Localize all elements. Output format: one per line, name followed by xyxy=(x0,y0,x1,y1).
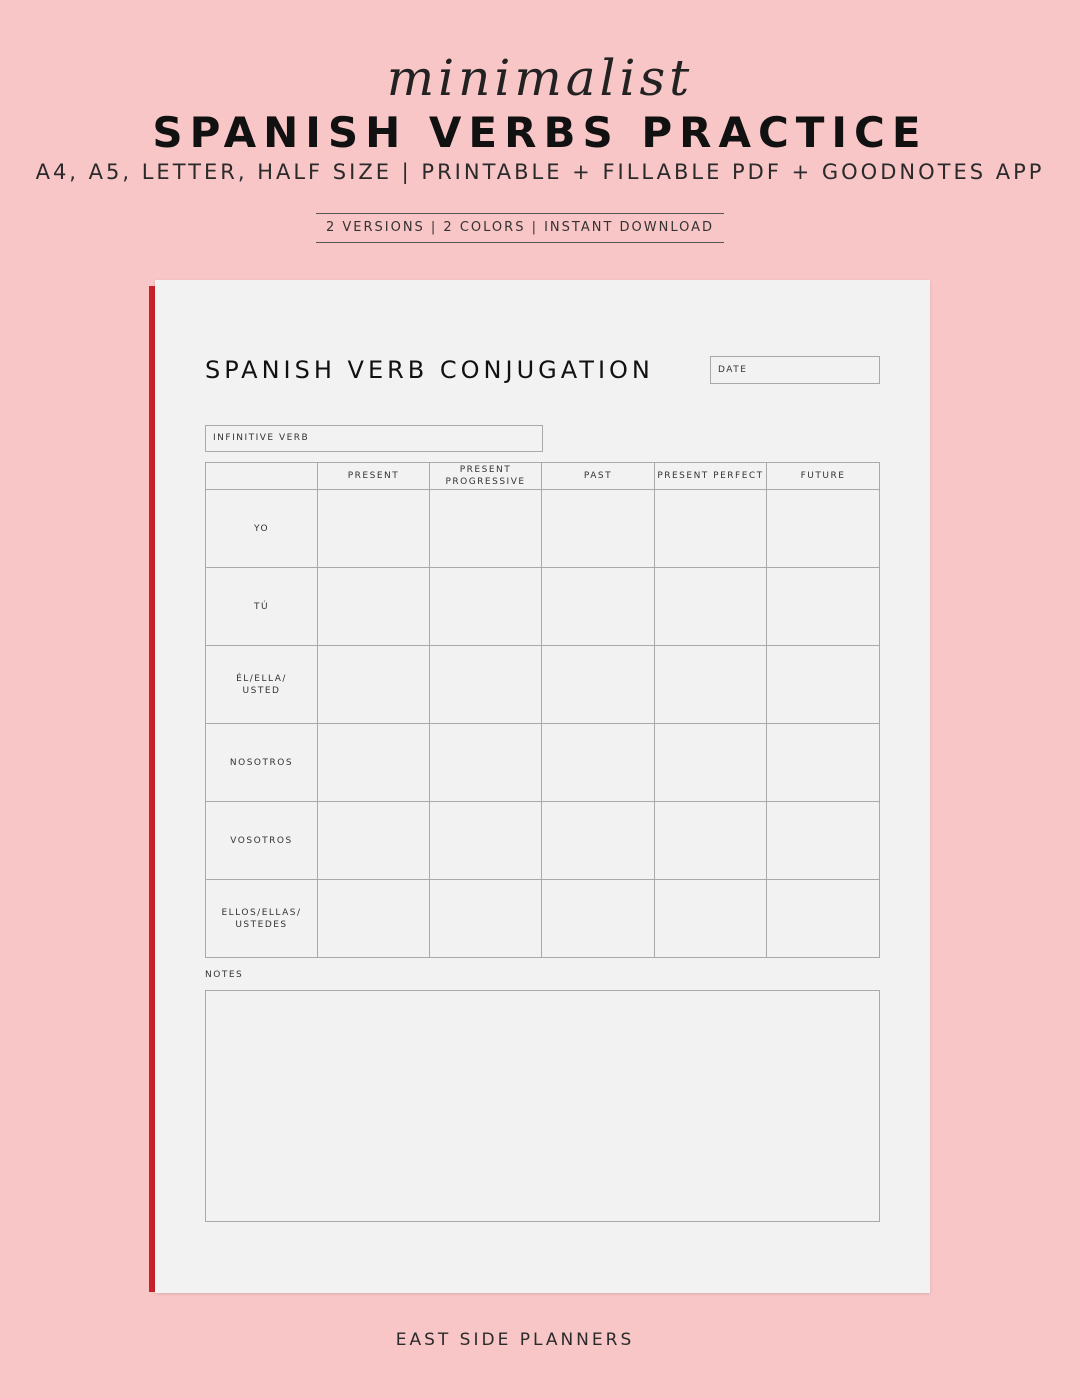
table-row xyxy=(206,490,880,568)
answer-cell[interactable] xyxy=(542,802,655,880)
answer-cell[interactable] xyxy=(767,646,880,724)
answer-cell[interactable] xyxy=(430,568,542,646)
table-row xyxy=(206,568,880,646)
column-header: PRESENT PROGRESSIVE xyxy=(430,463,542,490)
notes-field[interactable] xyxy=(205,990,880,1222)
table-row xyxy=(206,646,880,724)
answer-cell[interactable] xyxy=(542,490,655,568)
answer-cell[interactable] xyxy=(655,568,767,646)
script-title: minimalist xyxy=(386,49,694,107)
answer-cell[interactable] xyxy=(430,880,542,958)
column-header: PRESENT xyxy=(318,463,430,490)
answer-cell[interactable] xyxy=(767,568,880,646)
format-subtitle: A4, A5, LETTER, HALF SIZE | PRINTABLE + FILLABLE PDF + GOODNOTES APP xyxy=(35,160,1045,184)
answer-cell[interactable] xyxy=(655,490,767,568)
conjugation-table xyxy=(205,462,880,958)
table-header-row xyxy=(206,463,880,490)
column-header: PAST xyxy=(542,463,655,490)
table-row xyxy=(206,802,880,880)
header-corner xyxy=(206,463,318,490)
answer-cell[interactable] xyxy=(542,568,655,646)
row-label: TÚ xyxy=(206,568,318,646)
answer-cell[interactable] xyxy=(542,724,655,802)
column-header: PRESENT PERFECT xyxy=(655,463,767,490)
answer-cell[interactable] xyxy=(318,490,430,568)
answer-cell[interactable] xyxy=(655,802,767,880)
date-field[interactable] xyxy=(710,356,880,384)
infinitive-verb-field[interactable] xyxy=(205,425,543,452)
notes-label: NOTES xyxy=(205,970,244,980)
features-badge: 2 VERSIONS | 2 COLORS | INSTANT DOWNLOAD xyxy=(316,213,724,243)
answer-cell[interactable] xyxy=(767,490,880,568)
answer-cell[interactable] xyxy=(655,724,767,802)
answer-cell[interactable] xyxy=(430,724,542,802)
answer-cell[interactable] xyxy=(430,490,542,568)
infinitive-verb-label: INFINITIVE VERB xyxy=(213,433,310,443)
answer-cell[interactable] xyxy=(318,724,430,802)
worksheet-title: SPANISH VERB CONJUGATION xyxy=(205,356,654,384)
answer-cell[interactable] xyxy=(318,802,430,880)
row-label: VOSOTROS xyxy=(206,802,318,880)
row-label: ELLOS/ELLAS/ USTEDES xyxy=(206,880,318,958)
column-header: FUTURE xyxy=(767,463,880,490)
date-label: DATE xyxy=(718,365,748,375)
answer-cell[interactable] xyxy=(767,802,880,880)
answer-cell[interactable] xyxy=(430,802,542,880)
answer-cell[interactable] xyxy=(767,880,880,958)
answer-cell[interactable] xyxy=(542,880,655,958)
table-row xyxy=(206,880,880,958)
brand-footer: EAST SIDE PLANNERS xyxy=(395,1330,635,1350)
row-label: NOSOTROS xyxy=(206,724,318,802)
answer-cell[interactable] xyxy=(767,724,880,802)
row-label: YO xyxy=(206,490,318,568)
answer-cell[interactable] xyxy=(655,646,767,724)
answer-cell[interactable] xyxy=(655,880,767,958)
answer-cell[interactable] xyxy=(318,880,430,958)
answer-cell[interactable] xyxy=(542,646,655,724)
table-row xyxy=(206,724,880,802)
main-title: SPANISH VERBS PRACTICE xyxy=(152,108,928,157)
answer-cell[interactable] xyxy=(430,646,542,724)
answer-cell[interactable] xyxy=(318,568,430,646)
row-label: ÉL/ELLA/ USTED xyxy=(206,646,318,724)
answer-cell[interactable] xyxy=(318,646,430,724)
